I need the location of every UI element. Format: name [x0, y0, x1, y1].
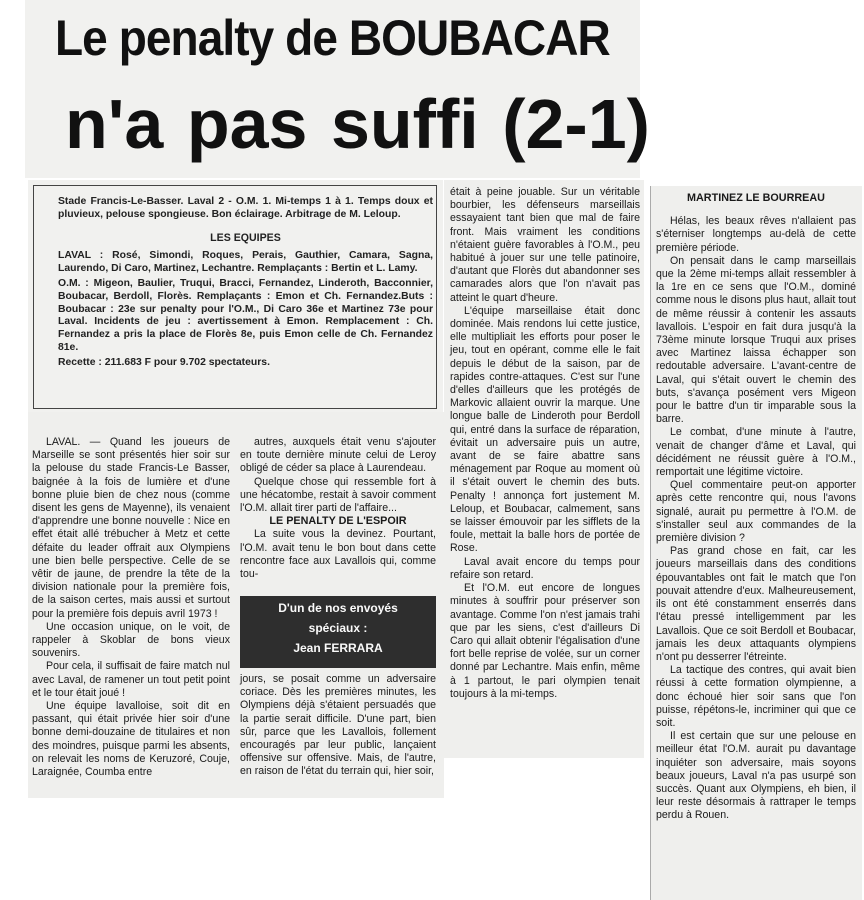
- column-3: [450, 186, 640, 701]
- info-text: [58, 196, 433, 372]
- info-stadium: Stade Francis-Le-Basser. Laval 2 - O.M. 1. Mi-temps 1 à 1. Temps doux et pluvieux, pelouse spongieuse. Bon éclairage. Arbitrage de M. Leloup.: [58, 196, 433, 220]
- paragraph: LAVAL. — Quand les joueurs de Marseille se sont présentés hier soir sur la pelouse du stade Francis-Le Basser, baignée à la fois de lumière et d'une bonne pluie bien de chez nous (comme disent les gens de Mayenne), ils venaient d'apprendre une bonne nouvelle : Nice en effet était allé trébucher à Metz et cette défaite du leader offrait aux Olympiens une bien belle perspective. Celle de se vêtir de jaune, de prendre la tête de la division nationale pour la première fois, de la saison certes, mais aussi et surtout pour la première fois depuis avril 1973 !: [32, 436, 230, 620]
- paragraph: Hélas, les beaux rêves n'allaient pas s'éterniser longtemps au-delà de cette première période.: [656, 215, 856, 254]
- headline-line-2: [65, 82, 650, 166]
- paragraph: Laval avait encore du temps pour refaire son retard.: [450, 555, 640, 581]
- paragraph: était à peine jouable. Sur un véritable bourbier, les défenseurs marseillais essayaient tant bien que mal de faire front. Mais vraiment les conditions n'étaient guère favorables à l'O.M., peu habitué à jouer sur une telle patinoire, d'autant que Florès dut abandonner ses camarades alors que l'on n'avait pas atteint le quart d'heure.: [450, 186, 640, 304]
- paragraph: La tactique des contres, qui avait bien réussi à cette formation olympienne, a donc échoué hier soir sans que l'on puisse, répétons-le, incriminer qui que ce soit.: [656, 664, 856, 729]
- paragraph: Pas grand chose en fait, car les joueurs marseillais dans des conditions épouvantables ont fait le match que l'on pouvait attendre d'eux. Malheureusement, ils ont été constamment enserrés dans l'étau pressé intelligemment par les Lavallois. Que ce soit Berdoll et Boubacar, jamais les deux attaquants olympiens n'ont pu desserrer l'étreinte.: [656, 545, 856, 663]
- paragraph: jours, se posait comme un adversaire coriace. Dès les premières minutes, les Olympiens déjà s'étaient persuadés que la partie serait difficile. D'une part, bien sûr, parce que les Lavallois, follement encouragés par leur public, lançaient offensive sur offensive. Mais, de l'autre, en raison de l'état du terrain qui, hier soir,: [240, 673, 436, 778]
- info-recette: Recette : 211.683 F pour 9.702 spectateurs.: [58, 356, 270, 368]
- info-laval-lineup: LAVAL : Rosé, Simondi, Roques, Perais, Gauthier, Camara, Sagna, Laurendo, Di Caro, Martinez, Lechantre. Remplaçants : Bertin et L. Lamy.: [58, 250, 433, 275]
- headline-word: pas: [186, 85, 308, 163]
- byline-line-1: D'un de nos envoyés: [278, 601, 398, 615]
- byline-author: Jean FERRARA: [293, 641, 383, 655]
- paragraph: Pour cela, il suffisait de faire match nul avec Laval, de ramener un tout petit point et le tour était joué !: [32, 660, 230, 699]
- paragraph: On pensait dans le camp marseillais que la 2ème mi-temps allait ressembler à la 1re en ce sens que l'O.M., dominé comme nous le disons plus haut, allait tout de même réussir à contenir les assauts lavallois. L'espoir en fait dura jusqu'à la 73ème minute lorsque Truqui aux prises avec Martinez laissa échapper son redoutable adversaire. L'avant-centre de Laval, qui s'était ouvert le chemin des buts, s'avança posément vers Migeon pour le battre d'un tir imparable sous la barre.: [656, 254, 856, 426]
- headline-word: (2-1): [502, 85, 650, 163]
- paragraph: Le combat, d'une minute à l'autre, venait de changer d'âme et Laval, qui décidément ne réussit guère à l'O.M., remportait une légitime victoire.: [656, 426, 856, 479]
- side-title: MARTINEZ LE BOURREAU: [687, 192, 825, 204]
- headline-word: suffi: [330, 85, 479, 163]
- side-column: [650, 186, 862, 900]
- paragraph: Une équipe lavalloise, soit dit en passant, qui était privée hier soir d'une bonne demi-douzaine de titulaires et non des moindres, puisque parmi les absents, on relevait les noms de Keruzoré, Couje, Laraignée, Coumba entre: [32, 700, 230, 779]
- info-om-lineup: O.M. : Migeon, Baulier, Truqui, Bracci, Fernandez, Linderoth, Bacconnier, Boubacar, Berdoll, Florès. Remplaçants : Emon et Ch. Fernandez.Buts : Boubacar : 23e sur penalty pour l'O.M., Di Caro 36e et Martinez 73e pour Laval. Incidents de jeu : avertissement à Emon. Remplacement : Ch. Fernandez a pris la place de Florès 8e, puis Emon celle de Ch. Fernandez 81e.: [58, 277, 433, 353]
- paragraph: Quel commentaire peut-on apporter après cette rencontre qui, nous l'avons signalé, aurait pu permettre à l'O.M. de s'installer seul aux commandes de la première division ?: [656, 479, 856, 545]
- subheading-penalty: LE PENALTY DE L'ESPOIR: [269, 515, 407, 528]
- paragraph: Il est certain que sur une pelouse en meilleur état l'O.M. aurait pu davantage inquiéter son adversaire, mais soyons beaux joueurs, Laval n'a pas usurpé son succès. Quant aux Olympiens, eh bien, il leur reste désormais à rattraper le temps perdu à Rouen.: [656, 730, 856, 822]
- headline-block: [25, 0, 650, 178]
- match-info-box: [28, 180, 443, 412]
- paragraph: Quelque chose qui ressemble fort à une hécatombe, restait à savoir comment l'O.M. allait tirer parti de l'affaire...: [240, 475, 436, 515]
- paragraph: Une occasion unique, on le voit, de rappeler à Skoblar de bons vieux souvenirs.: [32, 620, 230, 660]
- headline-word: n'a: [65, 85, 164, 163]
- info-teams-heading: LES EQUIPES: [210, 231, 281, 244]
- column-1: [32, 436, 230, 779]
- column-2-bottom: [240, 673, 436, 779]
- paragraph: L'équipe marseillaise était donc dominée. Mais rendons lui cette justice, elle multipliait les efforts pour poser le jeu, tout en opérant, comme elle le fait depuis le début de la saison, par de rapides contre-attaques. C'est sur l'une d'elles d'ailleurs que les protégés de Markovic allaient ouvrir la marque. Une longue balle de Linderoth pour Berdoll qui, entré dans la surface de réparation, évitait un adversaire puis un autre, avant de se faire abattre sans ménagement par Roque au moment où il s'était ouvert le chemin des buts. Penalty ! annonça fort justement M. Leloup, et Boubacar, calmement, sans se laisser émouvoir par les sifflets de la foule, mettait la balle hors de portée de Rose.: [450, 304, 640, 555]
- column-2-top: [240, 436, 436, 581]
- paragraph: autres, auxquels était venu s'ajouter en toute dernière minute celui de Leroy obligé de céder sa place à Laurendeau.: [240, 436, 436, 475]
- side-column-text: [656, 188, 856, 823]
- paragraph: La suite vous la devinez. Pourtant, l'O.M. avait tenu le bon bout dans cette rencontre face aux Lavallois qui, comme tou-: [240, 528, 436, 581]
- headline-line-1: Le penalty de BOUBACAR: [55, 10, 610, 66]
- byline-box: [240, 596, 436, 668]
- paragraph: Et l'O.M. eut encore de longues minutes à souffrir pour préserver son avantage. Comme l'on n'est jamais trahi que par les siens, c'est d'ailleurs Di Caro qui allait obtenir l'égalisation d'une fort belle reprise de volée, sur un corner donné par Lechantre. Mais enfin, même à 1 partout, le pari olympien tenait toujours à la mi-temps.: [450, 582, 640, 700]
- byline-line-2: spéciaux :: [308, 621, 368, 635]
